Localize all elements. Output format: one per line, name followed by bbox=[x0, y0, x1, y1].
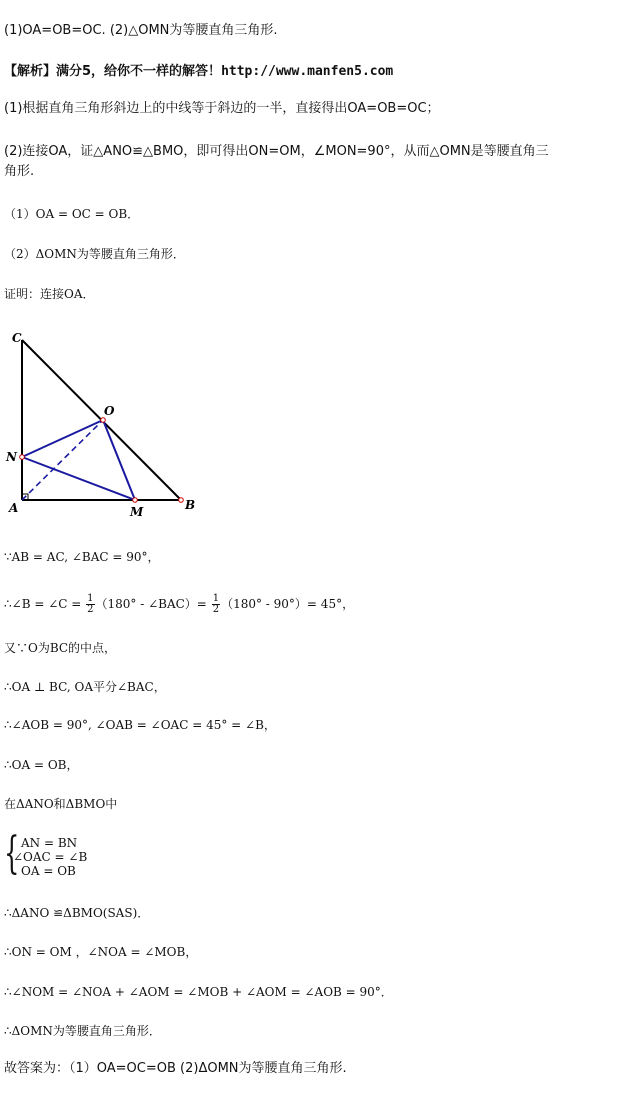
analysis-part2-line1: (2)连接OA，证△ANO≌△BMO，即可得出ON=OM，∠MON=90°，从而△OMN是等腰直角三 bbox=[4, 144, 549, 159]
equation-system-lines bbox=[13, 836, 87, 878]
answer-summary: (1)OA=OB=OC. (2)△OMN为等腰直角三角形. bbox=[4, 23, 278, 38]
fraction-denominator: 2 bbox=[87, 604, 94, 615]
part2-answer: （2）ΔOMN为等腰直角三角形． bbox=[4, 247, 185, 261]
site-slogan: 满分5，给你不一样的解答！ bbox=[56, 64, 222, 79]
proof-intro: 证明：连接OA． bbox=[4, 287, 95, 301]
analysis-part2-line2: 角形. bbox=[4, 164, 35, 179]
analysis-bracket-label: 【解析】 bbox=[4, 64, 57, 79]
proof-step-3: 又∵O为BC的中点， bbox=[4, 641, 117, 655]
step2-middle: （180° - ∠BAC）= bbox=[95, 597, 207, 611]
label-m: M bbox=[130, 505, 144, 518]
fraction-denominator-2: 2 bbox=[212, 604, 220, 615]
label-c: C bbox=[12, 331, 22, 345]
point-o bbox=[101, 418, 106, 423]
analysis-part1: (1)根据直角三角形斜边上的中线等于斜边的一半，直接得出OA=OB=OC； bbox=[4, 101, 440, 116]
label-a: A bbox=[9, 501, 19, 515]
point-m bbox=[133, 498, 138, 503]
point-b bbox=[179, 498, 184, 503]
proof-step-5: ∴∠AOB = 90°, ∠OAB = ∠OAC = 45° = ∠B， bbox=[4, 718, 276, 732]
system-line-1: AN = BN bbox=[21, 836, 78, 850]
step2-prefix: ∴∠B = ∠C = bbox=[4, 597, 82, 611]
part1-answer: （1）OA = OC = OB． bbox=[4, 207, 140, 221]
left-brace: { bbox=[4, 828, 20, 879]
proof-step-10: ∴∠NOM = ∠NOA + ∠AOM = ∠MOB + ∠AOM = ∠AOB = 90°． bbox=[4, 985, 393, 999]
proof-step-9: ∴ON = OM ，∠NOA = ∠MOB， bbox=[4, 945, 198, 959]
final-answer: 故答案为：（1）OA=OC=OB (2)ΔOMN为等腰直角三角形. bbox=[4, 1061, 347, 1076]
system-line-2: ∠OAC = ∠B bbox=[13, 850, 88, 864]
proof-step-4: ∴OA ⊥ BC, OA平分∠BAC， bbox=[4, 680, 166, 694]
fraction-one-half bbox=[86, 594, 94, 615]
label-o: O bbox=[104, 404, 115, 418]
proof-step-1: ∵AB = AC, ∠BAC = 90°， bbox=[4, 550, 160, 564]
proof-step-8: ∴ΔANO ≌ΔBMO(SAS)． bbox=[4, 906, 150, 920]
proof-step-6: ∴OA = OB， bbox=[4, 758, 79, 772]
fraction-numerator-2: 1 bbox=[212, 593, 220, 604]
label-b: B bbox=[185, 498, 196, 512]
segment-oa-dashed bbox=[22, 420, 103, 500]
fraction-one-half-2 bbox=[212, 594, 220, 615]
point-n bbox=[20, 455, 25, 460]
geometry-diagram bbox=[4, 328, 204, 518]
proof-step-7: 在ΔANO和ΔBMO中 bbox=[4, 797, 118, 811]
segment-no bbox=[22, 420, 103, 457]
analysis-header bbox=[4, 63, 393, 81]
step2-suffix: （180° - 90°）= 45°， bbox=[221, 597, 355, 611]
proof-step-2 bbox=[4, 594, 354, 615]
segment-om bbox=[103, 420, 135, 500]
fraction-numerator: 1 bbox=[87, 593, 94, 604]
system-line-3: OA = OB bbox=[21, 864, 76, 878]
site-url[interactable]: http://www.manfen5.com bbox=[221, 64, 394, 79]
label-n: N bbox=[6, 450, 17, 464]
proof-step-11: ∴ΔOMN为等腰直角三角形． bbox=[4, 1024, 161, 1038]
segment-nm bbox=[22, 457, 135, 500]
